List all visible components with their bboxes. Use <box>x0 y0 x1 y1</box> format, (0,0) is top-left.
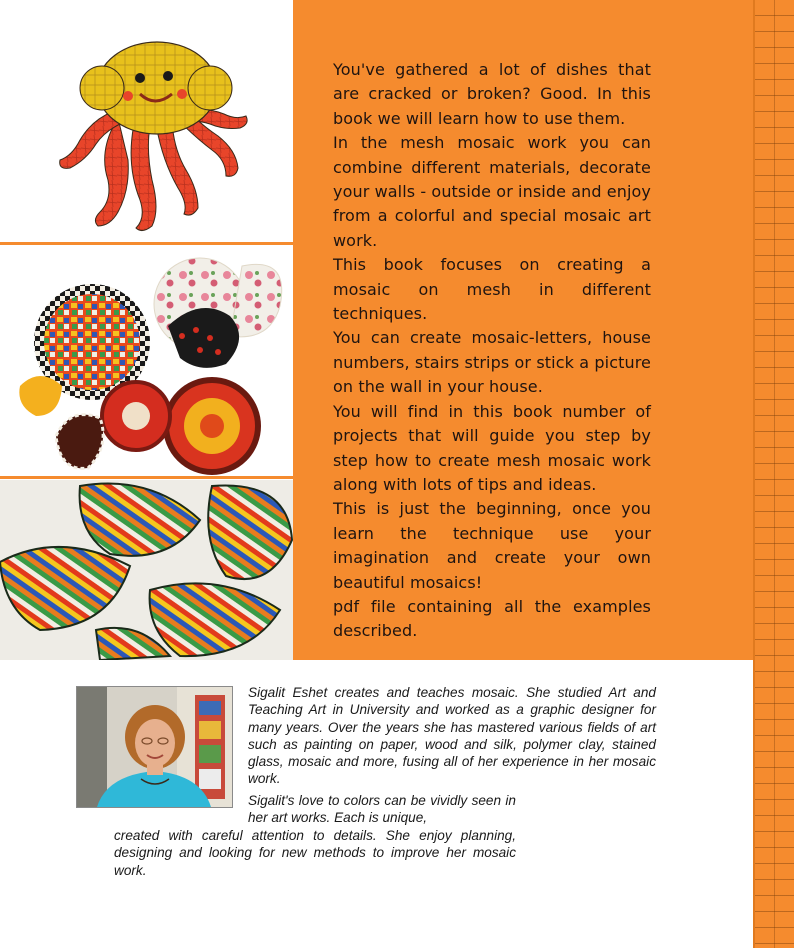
author-bio: Sigalit Eshet creates and teaches mosaic. She studied Art and Teaching Art in University and worked as a graphic designer for many years. Over the years she has mastered various fields of art such as painting on paper, wood and silk, polymer clay, stained glass, mosaic and more, fusing all of her experience in her mosaic work. <box>248 685 656 787</box>
intro-paragraph: You can create mosaic-letters, house numbers, stairs strips or stick a picture on the wall in your house. <box>333 328 651 397</box>
intro-paragraph: In the mesh mosaic work you can combine different materials, decorate your walls - outside or inside and enjoy from a colorful and special mosaic art work. <box>333 133 651 250</box>
image-separator <box>0 476 293 479</box>
author-photo <box>76 686 233 808</box>
intro-paragraph: You will find in this book number of projects that will guide you step by step how to create mesh mosaic work along with lots of tips and ideas. <box>333 401 651 494</box>
author-bio-continued: created with careful attention to details. She enjoy planning, designing and looking for new methods to improve her mosaic work. <box>114 828 516 878</box>
intro-text <box>333 58 651 644</box>
author-bio-continued: Sigalit's love to colors can be vividly seen in her art works. Each is unique, <box>248 793 516 826</box>
intro-paragraph: This is just the beginning, once you learn the technique use your imagination and create your own beautiful mosaics! <box>333 499 651 592</box>
intro-paragraph: You've gathered a lot of dishes that are cracked or broken? Good. In this book we will learn how to use them. <box>333 60 651 128</box>
intro-paragraph: This book focuses on creating a mosaic on mesh in different techniques. <box>333 255 651 324</box>
image-separator <box>0 242 293 245</box>
mosaic-leaves-image <box>0 480 293 660</box>
intro-paragraph: pdf file containing all the examples described. <box>333 596 651 641</box>
mosaic-plates-image <box>0 246 293 476</box>
graph-paper-strip <box>753 0 794 948</box>
octopus-mosaic-image <box>0 0 293 242</box>
